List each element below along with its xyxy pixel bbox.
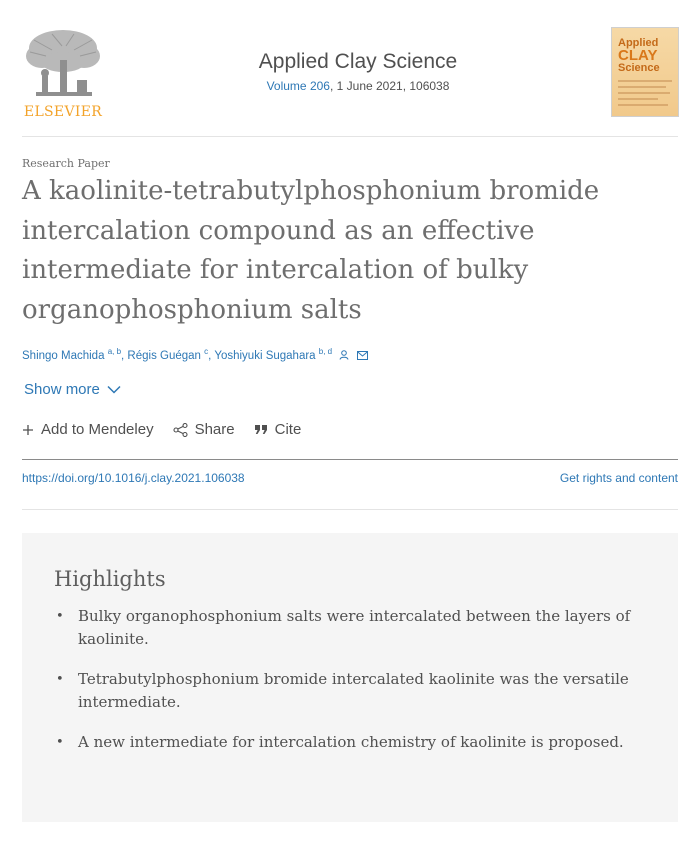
highlight-item <box>54 731 654 754</box>
author-link[interactable] <box>22 347 122 362</box>
bullet-marker: • <box>56 672 64 687</box>
cover-text-line <box>618 104 668 106</box>
plus-icon <box>22 424 34 436</box>
author-separator: , <box>121 349 128 362</box>
show-more-button[interactable] <box>24 381 121 398</box>
author-affiliation: a, b <box>107 347 122 356</box>
volume-link[interactable]: Volume 206 <box>266 79 330 93</box>
author-affiliation: b, d <box>318 347 333 356</box>
cover-word-clay: CLAY <box>618 47 658 64</box>
share-icon <box>173 423 188 437</box>
author-list <box>22 347 662 363</box>
toolbar-divider <box>22 459 678 460</box>
header-divider <box>22 136 678 137</box>
author-name: Yoshiyuki Sugahara <box>214 349 316 362</box>
publisher-wordmark: ELSEVIER <box>23 104 103 120</box>
article-type: Research Paper <box>22 157 110 170</box>
add-to-mendeley-label: Add to Mendeley <box>41 421 154 438</box>
author-name: Régis Guégan <box>127 349 201 362</box>
author-link[interactable] <box>214 347 333 362</box>
envelope-icon[interactable] <box>357 351 368 363</box>
article-title: A kaolinite-tetrabutylphosphonium bromide intercalation compound as an effective intermediate for intercalation of bulky organophosphonium salts <box>22 176 600 325</box>
highlight-item <box>54 605 654 651</box>
doi-link[interactable]: https://doi.org/10.1016/j.clay.2021.106038 <box>22 471 245 485</box>
share-label: Share <box>194 421 235 438</box>
chevron-down-icon <box>107 385 121 394</box>
highlights-panel <box>22 533 678 822</box>
get-rights-link[interactable]: Get rights and content <box>559 471 678 485</box>
cover-text-line <box>618 86 666 88</box>
cover-text-line <box>618 80 672 82</box>
bullet-marker: • <box>56 735 64 750</box>
author-affiliation: c <box>204 347 209 356</box>
publisher-logo[interactable] <box>22 26 104 120</box>
share-button[interactable] <box>173 421 235 438</box>
highlight-text: A new intermediate for intercalation chemistry of kaolinite is proposed. <box>78 733 624 751</box>
highlights-list <box>54 605 654 771</box>
highlights-heading: Highlights <box>54 567 166 591</box>
issue-details: , 1 June 2021, 106038 <box>329 79 450 93</box>
highlight-text: Bulky organophosphonium salts were intercalated between the layers of kaolinite. <box>78 607 631 648</box>
highlight-text: Tetrabutylphosphonium bromide intercalated kaolinite was the versatile intermediate. <box>78 670 629 711</box>
cite-label: Cite <box>274 421 302 438</box>
person-icon[interactable] <box>339 350 349 363</box>
quote-icon <box>254 424 268 435</box>
add-to-mendeley-button[interactable] <box>22 421 154 438</box>
cover-text-line <box>618 92 670 94</box>
bullet-marker: • <box>56 609 64 624</box>
journal-info <box>160 50 556 93</box>
journal-cover-thumbnail[interactable] <box>611 27 679 117</box>
highlight-item <box>54 668 654 714</box>
journal-issue-meta <box>160 79 556 93</box>
cover-word-science: Science <box>618 62 660 74</box>
author-name: Shingo Machida <box>22 349 105 362</box>
cite-button[interactable] <box>254 421 302 438</box>
cover-text-line <box>618 98 658 100</box>
journal-header <box>0 0 700 136</box>
author-link[interactable] <box>127 347 209 362</box>
journal-title-link[interactable]: Applied Clay Science <box>258 50 458 73</box>
show-more-label: Show more <box>24 381 100 398</box>
doi-divider <box>22 509 678 510</box>
article-toolbar <box>22 421 320 438</box>
author-separator: , <box>208 349 215 362</box>
cover-word-applied: Applied <box>618 37 659 49</box>
elsevier-tree-logo-icon <box>22 26 104 102</box>
